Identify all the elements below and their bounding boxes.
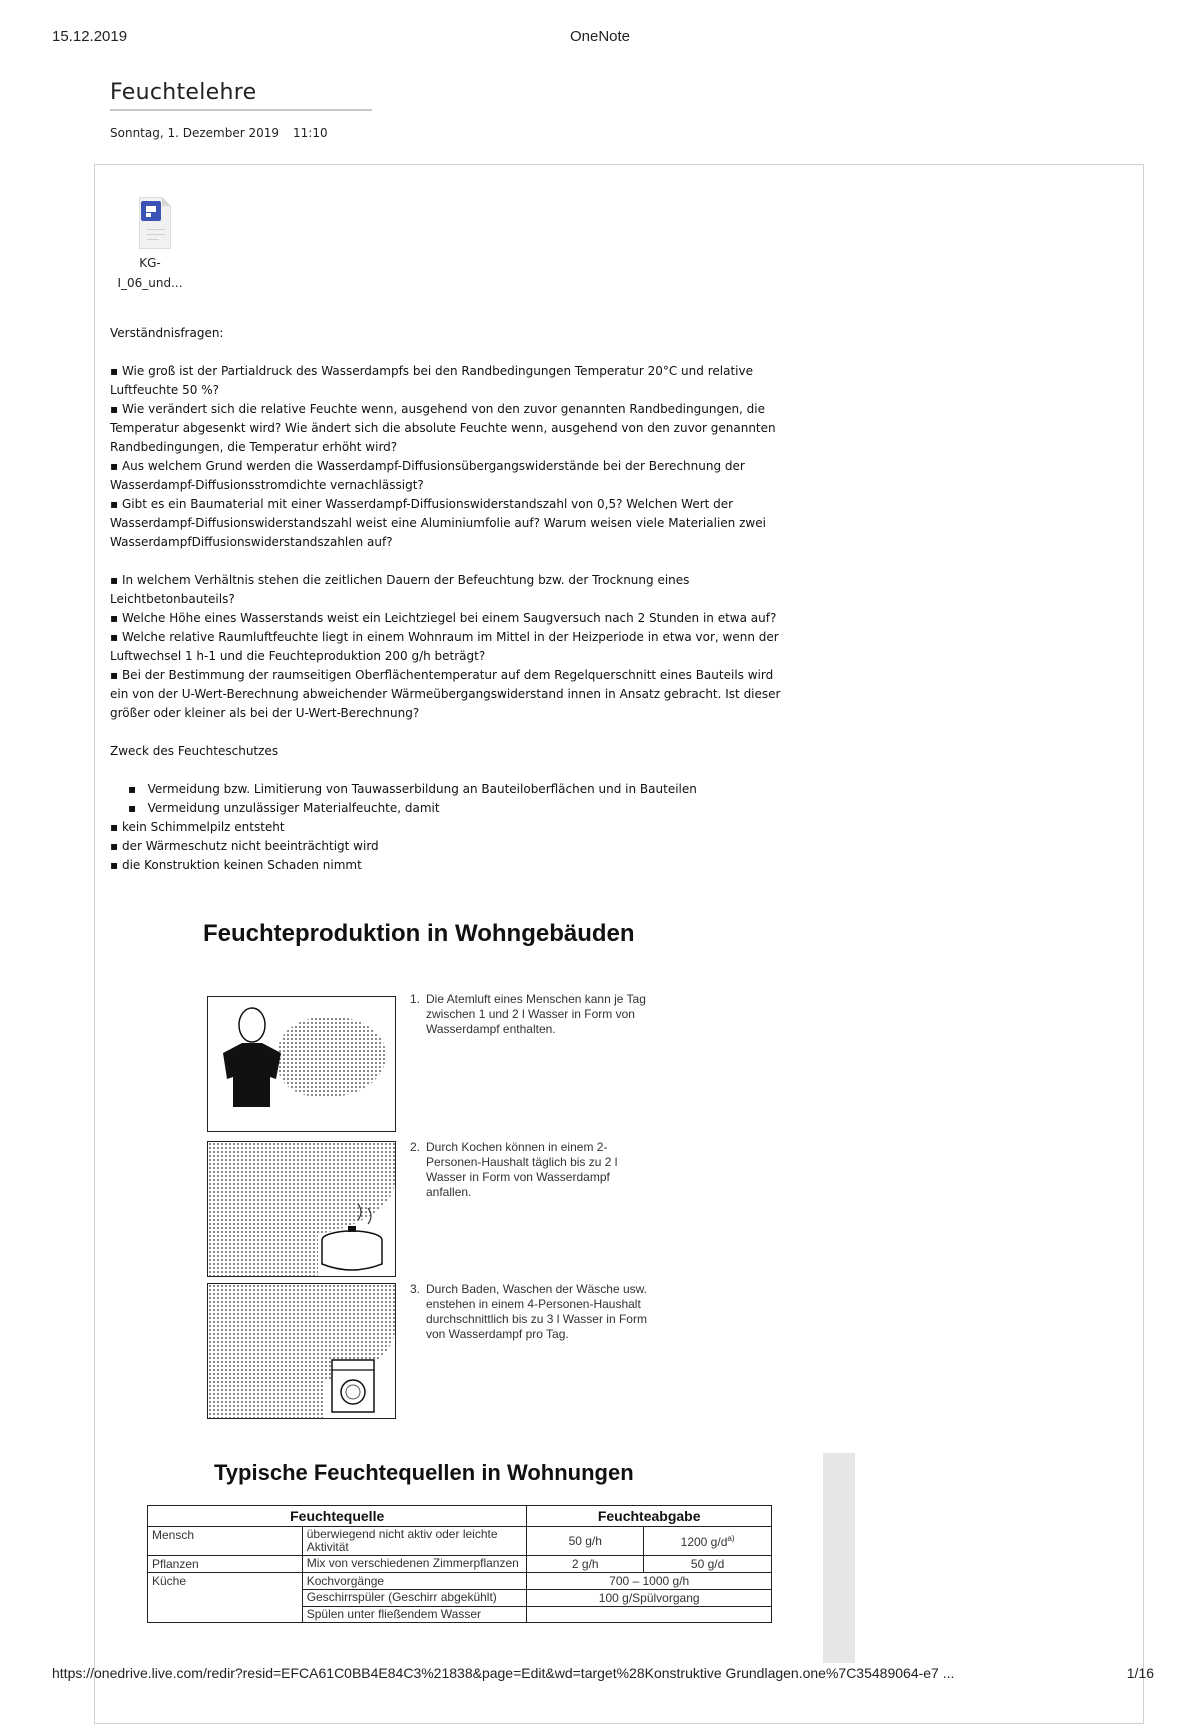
- list-item: ▪ Wie verändert sich die relative Feuchte wenn, ausgehend von den zuvor genannten Randbedingungen, die Temperatur abgesenkt wird? Wie ändert sich die absolute Feuchte wenn, ausgehend von den zuvor genannten Randbedingungen, die Temperatur erhöht wird?: [110, 400, 790, 457]
- caption-2: 2. Durch Kochen können in einem 2-Personen-Haushalt täglich bis zu 2 l Wasser in Form von Wasserdampf anfallen.: [410, 1140, 618, 1199]
- list-item: ▪ Vermeidung unzulässiger Materialfeuchte, damit: [128, 799, 790, 818]
- page-datetime: [110, 126, 328, 140]
- list-item: ▪ Wie groß ist der Partialdruck des Wasserdampfs bei den Randbedingungen Temperatur 20°C und relative Luftfeuchte 50 %?: [110, 362, 790, 400]
- list-item: ▪ Bei der Bestimmung der raumseitigen Oberflächentemperatur auf dem Regelquerschnitt eines Bauteils wird ein von der U-Wert-Berechnung abweichender Wärmeübergangswiderstand innen in Ansatz gebracht. Ist dieser größer oder kleiner als bei der U-Wert-Berechnung?: [110, 666, 790, 723]
- list-item: ▪ Aus welchem Grund werden die Wasserdampf-Diffusionsübergangswiderstände bei der Berechnung der Wasserdampf-Diffusionsstromdichte vernachlässigt?: [110, 457, 790, 495]
- table-cell: Pflanzen: [148, 1556, 303, 1573]
- table-cell: 100 g/Spülvorgang: [527, 1590, 772, 1607]
- list-item: ▪ Vermeidung bzw. Limitierung von Tauwasserbildung an Bauteiloberflächen und in Bauteilen: [128, 780, 790, 799]
- table-row: [148, 1527, 772, 1556]
- figure-title-moisture-sources: Typische Feuchtequellen in Wohnungen: [214, 1460, 634, 1485]
- page-date: Sonntag, 1. Dezember 2019: [110, 126, 280, 140]
- table-cell: 50 g/h: [527, 1527, 644, 1556]
- table-cell: 50 g/d: [644, 1556, 772, 1573]
- column-header: Feuchteabgabe: [527, 1506, 772, 1527]
- washing-machine-icon: [208, 1284, 395, 1418]
- person-breathing-illustration: [207, 996, 396, 1132]
- print-url: https://onedrive.live.com/redir?resid=EFCA61C0BB4E84C3%21838&page=Edit&wd=target%28Konstruktive Grundlagen.one%7C35489064-e7 ...: [52, 1665, 955, 1681]
- print-date: 15.12.2019: [52, 28, 128, 45]
- table-row: [148, 1556, 772, 1573]
- list-item: ▪ Gibt es ein Baumaterial mit einer Wasserdampf-Diffusionswiderstandszahl von 0,5? Welchen Wert der Wasserdampf-Diffusionswiderstandszahl weist eine Aluminiumfolie auf? Warum weisen viele Materialien zwei WasserdampfDiffusionswiderstandszahlen auf?: [110, 495, 790, 552]
- print-app-name: OneNote: [569, 28, 631, 45]
- caption-3: 3. Durch Baden, Waschen der Wäsche usw. enstehen in einem 4-Personen-Haushalt durchschnittlich bis zu 3 l Wasser in Form von Wasserdampf pro Tag.: [410, 1282, 647, 1341]
- table-cell: Kochvorgänge: [302, 1573, 527, 1590]
- note-text: [110, 324, 790, 875]
- attachment-name: KG- I_06_und...: [117, 256, 183, 290]
- cooking-pot-illustration: [207, 1141, 396, 1277]
- scroll-strip: [823, 1453, 855, 1663]
- questions-list-1: [110, 362, 790, 552]
- questions-list-2: [110, 571, 790, 723]
- list-item: ▪ der Wärmeschutz nicht beeinträchtigt wird: [110, 837, 790, 856]
- file-document-icon: [127, 195, 173, 247]
- table-row: [148, 1573, 772, 1590]
- table-cell: Küche: [148, 1573, 303, 1623]
- column-header: Feuchtequelle: [148, 1506, 527, 1527]
- washing-machine-illustration: [207, 1283, 396, 1419]
- print-page-number: 1/16: [1126, 1665, 1154, 1681]
- list-item: ▪ Welche Höhe eines Wasserstands weist ein Leichtziegel bei einem Saugversuch nach 2 Stunden in etwa auf?: [110, 609, 790, 628]
- table-cell: 1200 $g/d^{a)}$: [644, 1527, 772, 1556]
- list-item: ▪ kein Schimmelpilz entsteht: [110, 818, 790, 837]
- table-cell: Geschirrspüler (Geschirr abgekühlt): [302, 1590, 527, 1607]
- list-item: ▪ die Konstruktion keinen Schaden nimmt: [110, 856, 790, 875]
- file-attachment[interactable]: [110, 195, 190, 293]
- table-cell: überwiegend nicht aktiv oder leichte Aktivität: [302, 1527, 527, 1556]
- table-header-row: [148, 1506, 772, 1527]
- page-title: Feuchtelehre: [110, 80, 372, 111]
- cooking-pot-icon: [208, 1142, 395, 1276]
- purpose-list: [110, 818, 790, 875]
- table-cell: 700 – 1000 g/h: [527, 1573, 772, 1590]
- table-cell: [527, 1607, 772, 1623]
- table-cell: Mensch: [148, 1527, 303, 1556]
- person-icon: [208, 997, 395, 1131]
- list-item: ▪ In welchem Verhältnis stehen die zeitlichen Dauern der Befeuchtung bzw. der Trocknung eines Leichtbetonbauteils?: [110, 571, 790, 609]
- questions-heading: Verständnisfragen:: [110, 326, 224, 340]
- moisture-sources-table: [147, 1505, 772, 1623]
- list-item: ▪ Welche relative Raumluftfeuchte liegt in einem Wohnraum im Mittel in der Heizperiode in etwa vor, wenn der Luftwechsel 1 h-1 und die Feuchteproduktion 200 g/h beträgt?: [110, 628, 790, 666]
- purpose-heading: Zweck des Feuchteschutzes: [110, 744, 279, 758]
- caption-1: 1. Die Atemluft eines Menschen kann je Tag zwischen 1 und 2 l Wasser in Form von Wasserdampf enthalten.: [410, 992, 646, 1036]
- figure-title-moisture-production: Feuchteproduktion in Wohngebäuden: [203, 920, 635, 947]
- table-cell: Spülen unter fließendem Wasser: [302, 1607, 527, 1623]
- table-cell: Mix von verschiedenen Zimmerpflanzen: [302, 1556, 527, 1573]
- purpose-indented-list: [110, 780, 790, 818]
- table-cell: 2 g/h: [527, 1556, 644, 1573]
- page-time: 11:10: [293, 126, 328, 140]
